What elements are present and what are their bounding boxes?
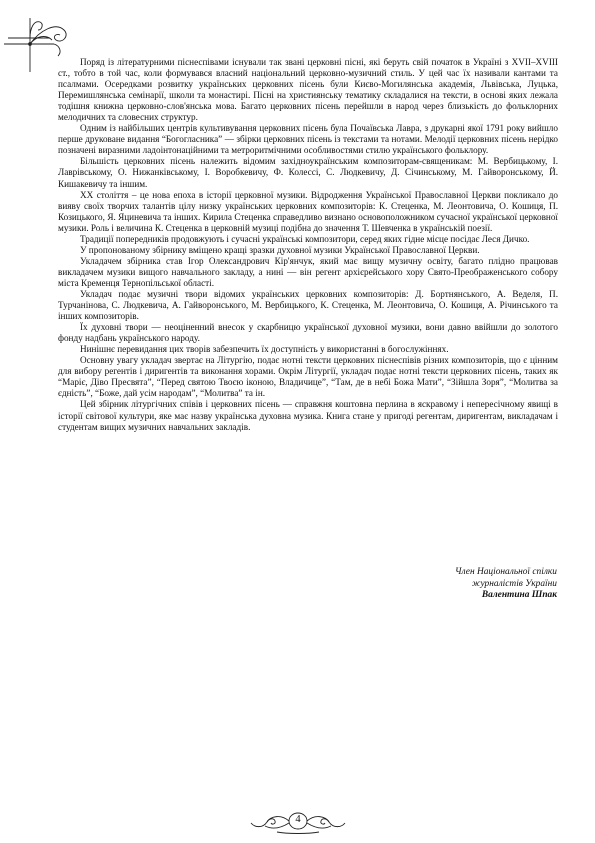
paragraph: Їх духовні твори — неоціненний внесок у скарбницю української духовної музики, вони давно ввійшли до золотого фонду надбань українського народу. xyxy=(58,322,558,344)
paragraph: Традиції попередників продовжують і сучасні українські композитори, серед яких гідне місце посідає Леся Дичко. xyxy=(80,233,530,244)
signature-affiliation-line-1: Член Національної спілки xyxy=(455,567,557,577)
page-footer xyxy=(247,808,349,838)
paragraph: Одним із найбільших центрів культивування церковних пісень була Почаївська Лавра, з друкарні якої 1791 року вийшло перше друковане видання “Богогласника” — збірки церковних пісень із текстами та нотами. Мелодії церковних пісень нерідко позначені виразними ладоінтонаційними та метроритмічними особливостями стилю українського фольклору. xyxy=(58,123,558,156)
paragraph: Нинішнє перевидання цих творів забезпечить їх доступність у використанні в богослужіннях. xyxy=(80,344,449,355)
paragraph: Поряд із літературними піснеспівами існували так звані церковні пісні, які беруть свій початок в Україні з XVII–XVIII ст., тобто в той час, коли формувався власний національний церковно-музичний стиль. У цей час їх називали кантами та псалмами. Осередками розвитку українських церковних пісень були Києво-Могилянська академія, Львівська, Луцька, Перемишлянська семінарії, школи та монастирі. Пісні на християнську тематику складалися на тексти, в основі яких лежала тодішня книжна церковно-слов'янська мова. Багато церковних пісень перейшли в народ через близькість до фольклорних мелодичних та словесних структур. xyxy=(58,57,558,123)
article-body xyxy=(58,57,558,433)
paragraph: У пропонованому збірнику вміщено кращі зразки духовної музики Української Православної Церкви. xyxy=(80,244,480,255)
paragraph: Цей збірник літургічних співів і церковних пісень — справжня коштовна перлина в яскравому і непересічному явищі в історії світової культури, яке має назву українська духовна музика. Книга стане у пригоді регентам, диригентам, викладачам і студентам вищих музичних навчальних закладів. xyxy=(58,399,558,432)
paragraph: Більшість церковних пісень належить відомим західноукраїнським композиторам-священикам: М. Вербицькому, І. Лаврівському, О. Нижанківському, І. Воробкевичу, Ф. Колессі, С. Людкевичу, Д. Січинському, М. Гайворонському, Й. Кишакевичу та іншим. xyxy=(58,156,558,189)
paragraph: Укладач подає музичні твори відомих українських церковних композиторів: Д. Бортнянського, А. Веделя, П. Турчанінова, С. Людкевича, А. Гайворонського, М. Вербицького, К. Стеценка, М. Леонтовича, О. Кошиця, А. Річинського та інших композиторів. xyxy=(58,288,558,322)
signature-affiliation-line-2: журналістів України xyxy=(471,578,557,589)
paragraph: Укладачем збірника став Ігор Олександрович Кір'янчук, який має вищу музичну освіту, багато плідно працював викладачем музики вищого навчального закладу, а нині — він регент архієрейського хору Свято-Преображенського собору міста Кременця Тернопільської області. xyxy=(58,255,558,288)
paragraph: Основну увагу укладач звертає на Літургію, подає нотні тексти церковних піснеспівів різних композиторів, що є цінним для вибору регентів і диригентів та виконання хорами. Окрім Літургії, укладач подає нотні тексти церковних пісень, таких як “Маріє, Діво Пресвята”, “Перед святою Твоєю іконою, Владичице”, “Там, де в небі Божа Мати”, “Зійшла Зоря”, “Молитва за єдність”, “Боже, дай усім народам”, “Молитва” та ін. xyxy=(58,355,558,399)
author-signature xyxy=(455,567,557,602)
paragraph: XX століття – це нова епоха в історії церковної музики. Відродження Української Православної Церкви покликало до виявy своїх творчих талантів цілу низку українських церковних композиторів: К. Стеценка, М. Леонтовича, О. Кошиця, П. Козицького, Я. Яциневича та інших. Кирила Стеценка справедливо визнано основоположником сучасної української церковної музики. Роль і величина К. Стеценка в церковній музиці подібна до значення Т. Шевченка в українській поезії. xyxy=(58,189,558,233)
signature-author-name: Валентина Шпак xyxy=(481,590,557,600)
page-number: 4 xyxy=(295,814,301,825)
